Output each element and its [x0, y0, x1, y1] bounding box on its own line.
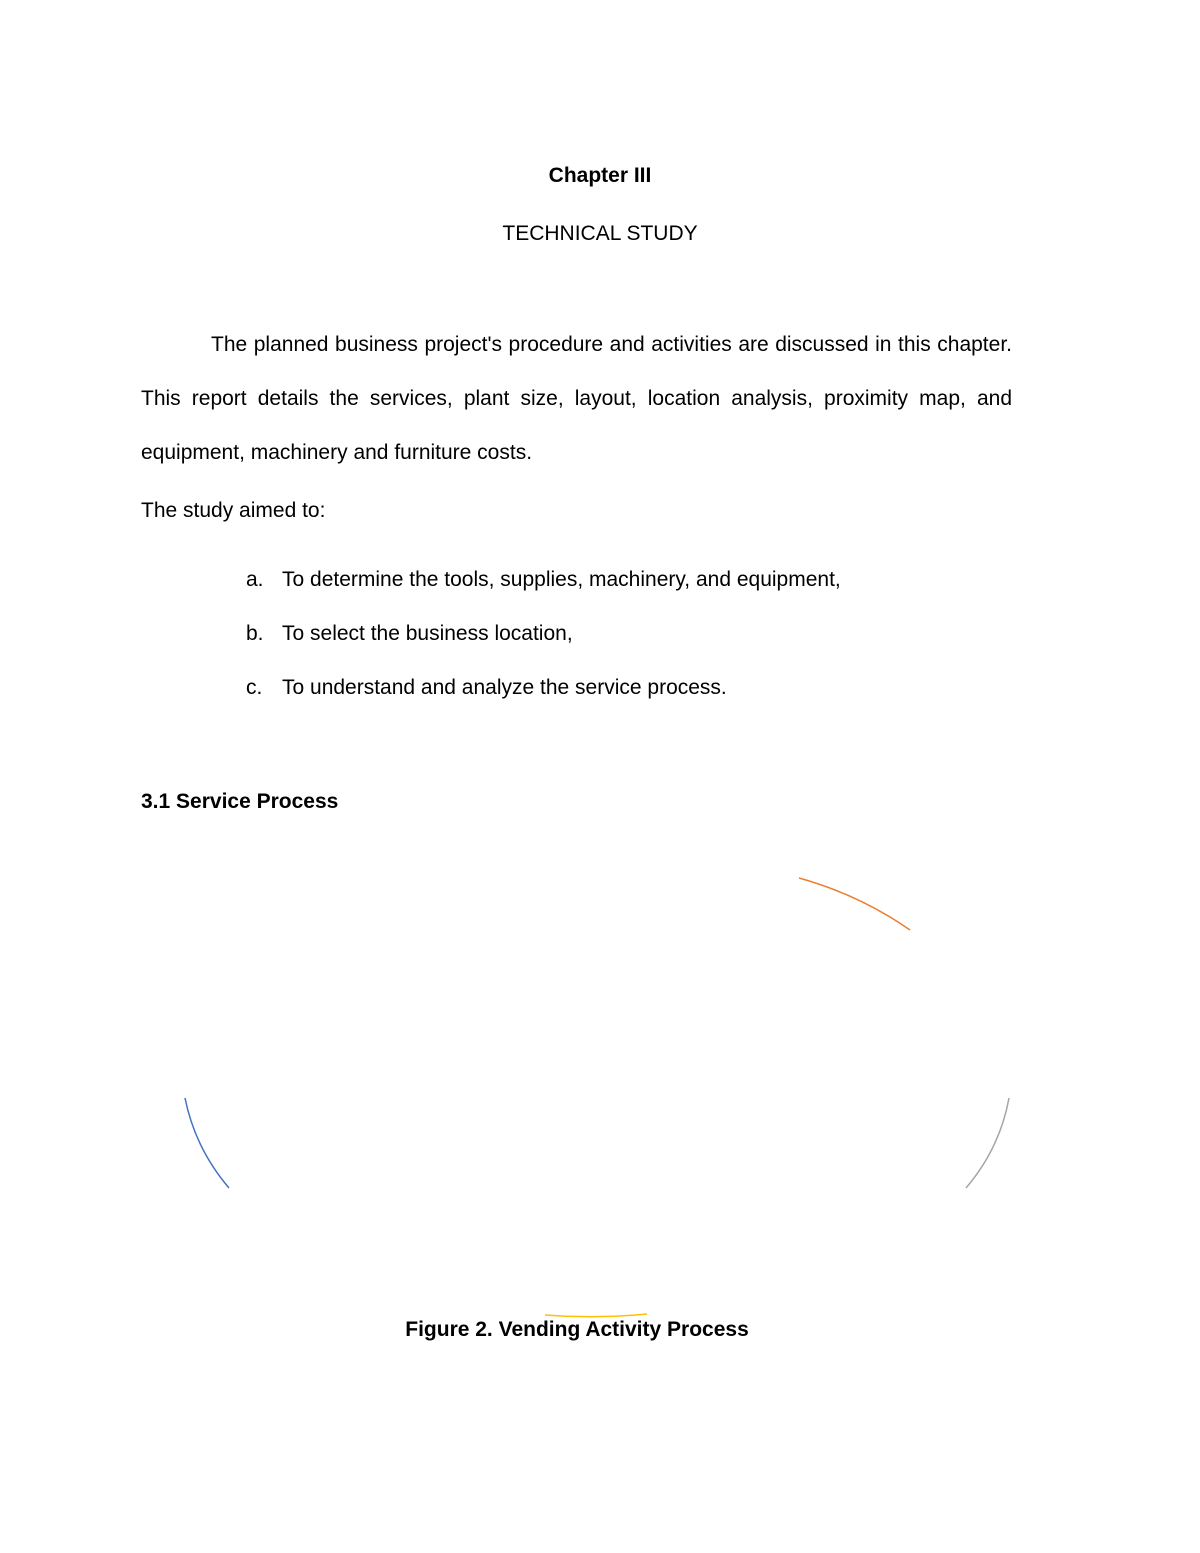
gold-arc — [545, 1314, 647, 1317]
list-item-text: To select the business location, — [282, 622, 573, 645]
section-heading: 3.1 Service Process — [141, 790, 339, 813]
list-item-text: To understand and analyze the service process. — [282, 676, 727, 699]
list-marker: c. — [246, 676, 263, 699]
chapter-label: Chapter III — [548, 164, 652, 187]
figure-caption: Figure 2. Vending Activity Process — [405, 1318, 749, 1341]
gray-arc — [966, 1098, 1009, 1188]
list-marker: b. — [246, 622, 264, 645]
list-marker: a. — [246, 568, 264, 591]
chapter-title: TECHNICAL STUDY — [502, 222, 698, 245]
list-item-text: To determine the tools, supplies, machinery, and equipment, — [282, 568, 841, 591]
aim-lead: The study aimed to: — [141, 499, 326, 522]
orange-arc — [799, 878, 910, 930]
blue-arc — [185, 1098, 229, 1188]
intro-paragraph: The planned business project's procedure and activities are discussed in this chapter. This report details the services, plant size, layout, location analysis, proximity map, and equipment, machinery and furniture costs. — [141, 333, 1012, 464]
